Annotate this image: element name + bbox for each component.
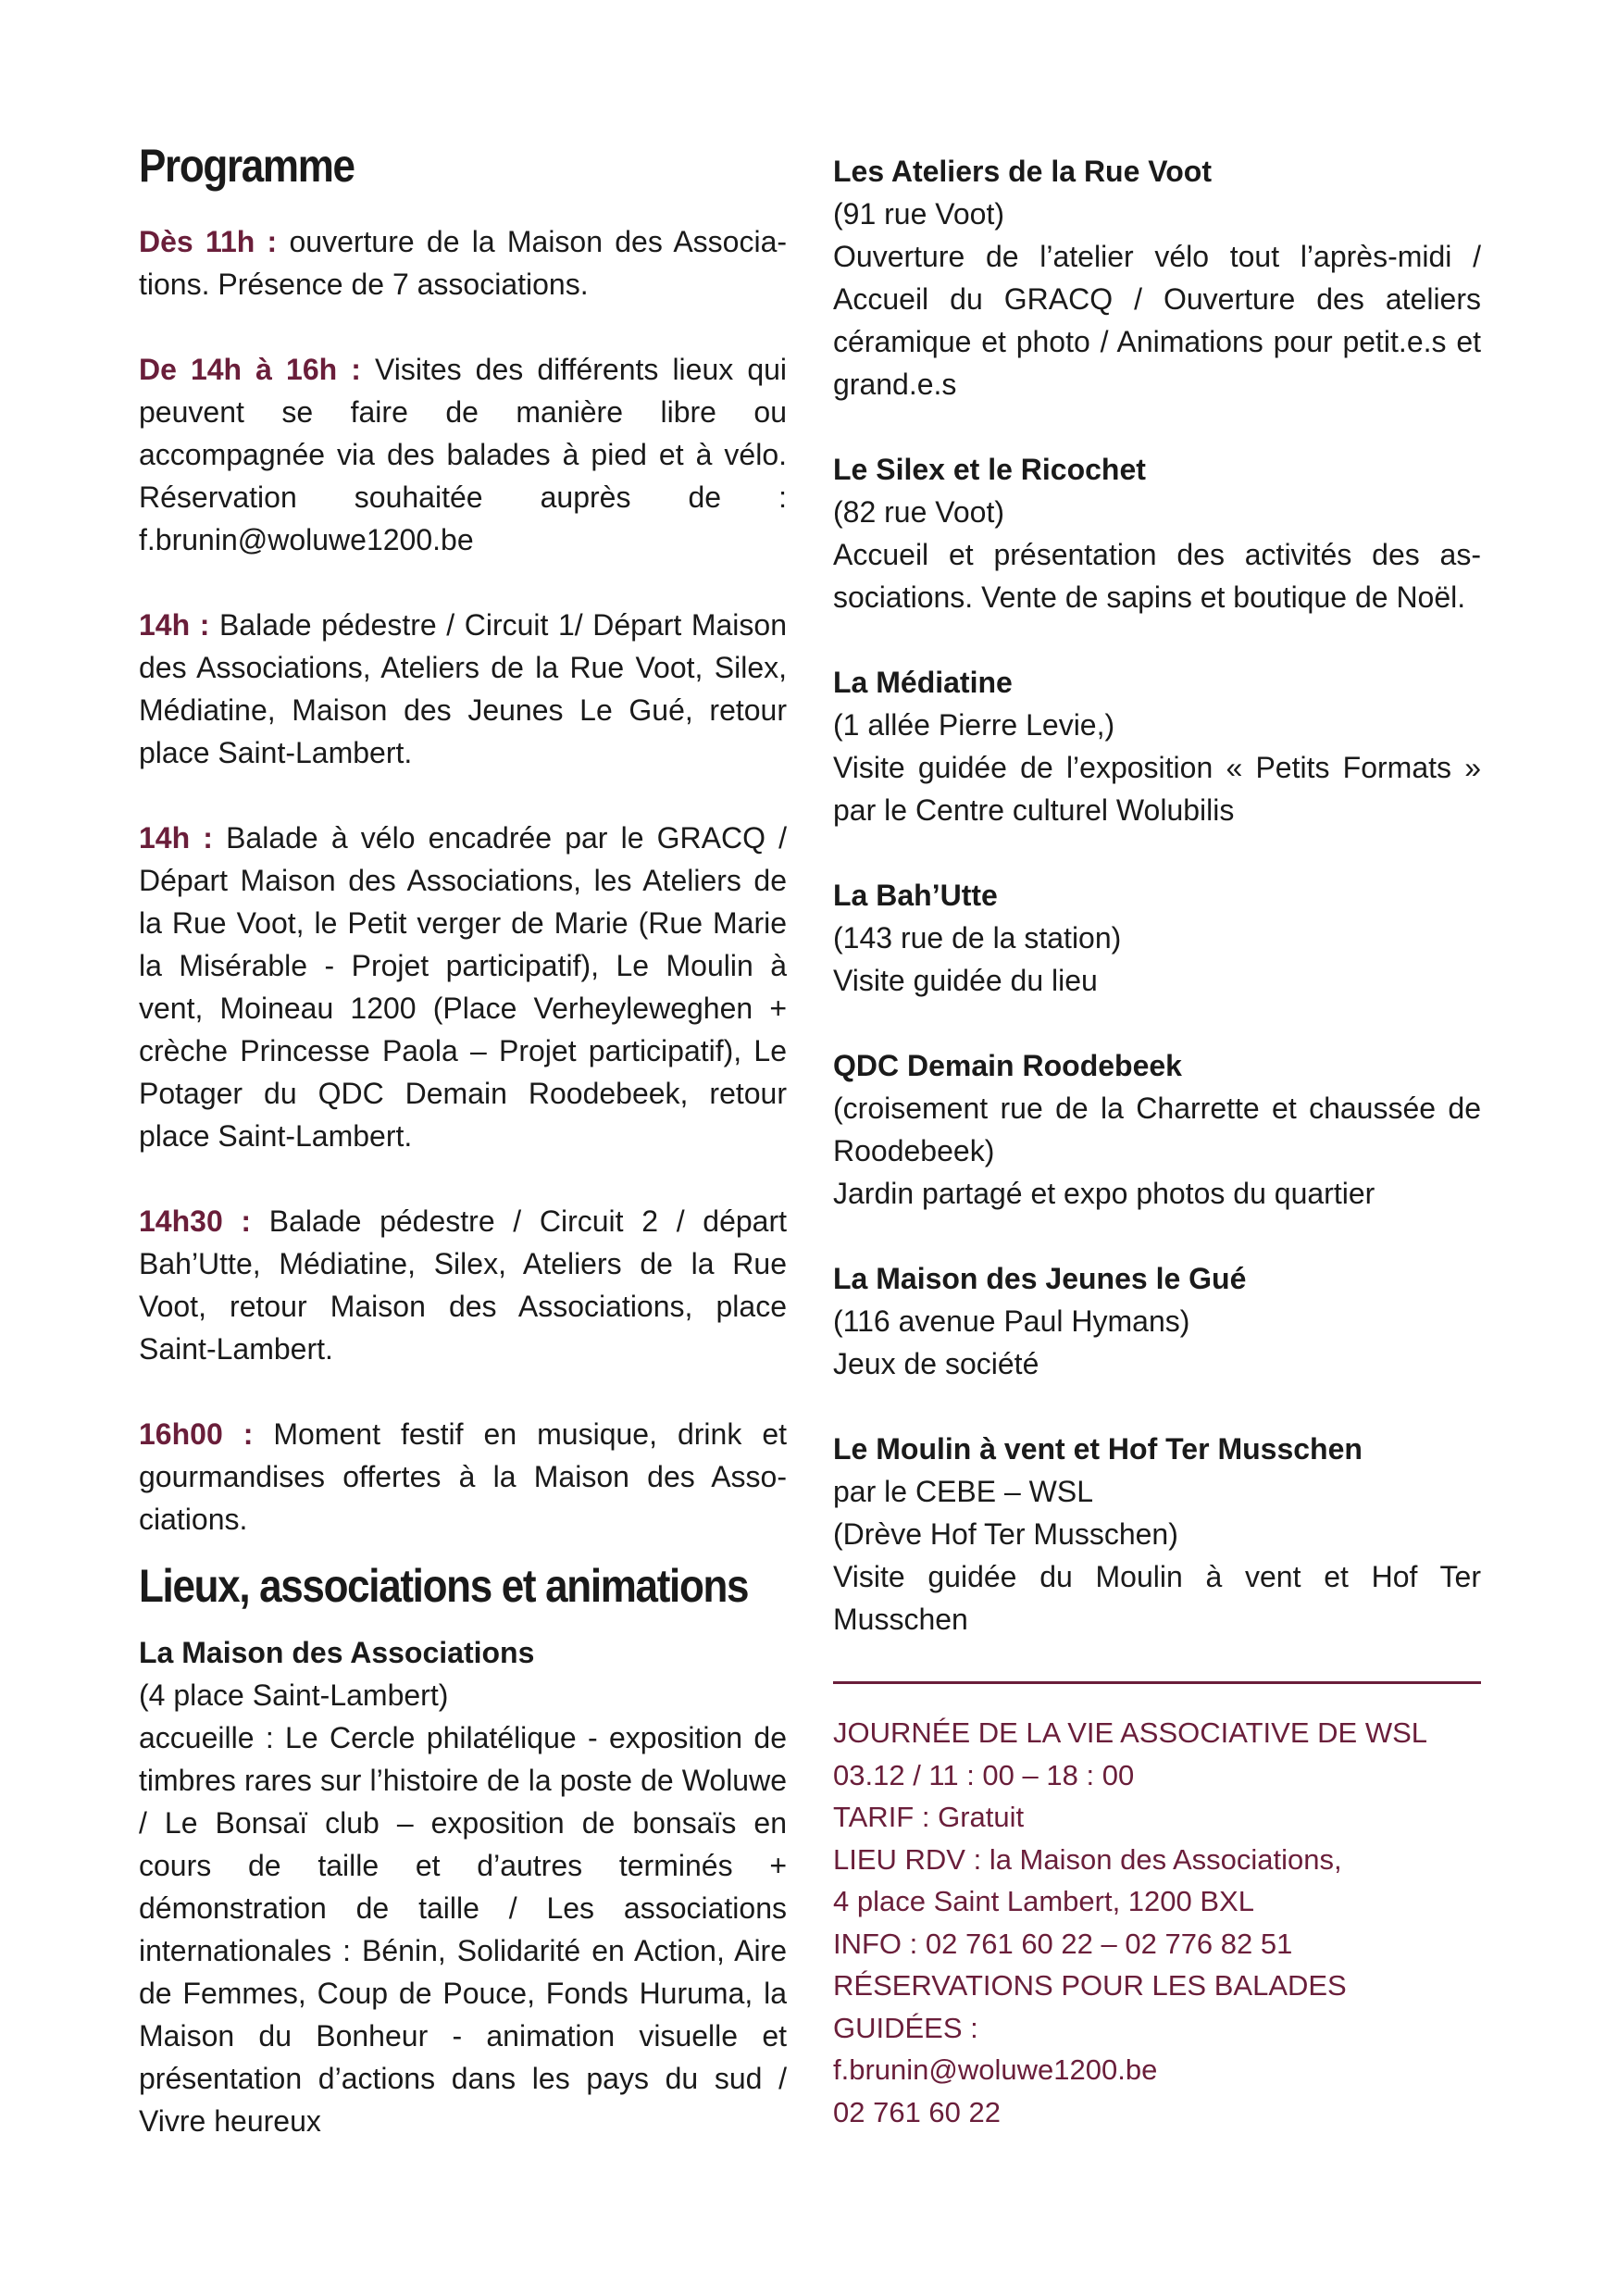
programme-text: Visites des différents lieux qui peuvent se faire de manière libre ou accompagnée via des balades à pied et à vélo. Réservation souhaitée auprès de : f.brunin@woluwe1200.be <box>139 353 788 556</box>
maison-associations-title: La Maison des Associations <box>139 1636 535 1669</box>
venue-title: La Bah’Utte <box>833 879 998 912</box>
venue-description: Jeux de société <box>833 1347 1039 1380</box>
venue-address: (143 rue de la station) <box>833 921 1122 955</box>
event-reservations: RÉSERVATIONS POUR LES BALADES GUIDÉES : <box>833 1969 1347 2044</box>
programme-time: 14h : <box>139 821 213 855</box>
venue-qdc-demain-roodebeek <box>833 1044 1481 1215</box>
venue-description: Accueil et présentation des activités des associations. Vente de sapins et boutique de Noël. <box>833 538 1481 614</box>
right-column <box>833 139 1481 2133</box>
venue-moulin-hof-ter-musschen <box>833 1428 1481 1641</box>
venue-address: (Drève Hof Ter Musschen) <box>833 1517 1178 1551</box>
programme-item <box>139 1413 787 1541</box>
divider <box>833 1681 1481 1684</box>
venue-title: La Maison des Jeunes le Gué <box>833 1262 1247 1295</box>
venue-title: QDC Demain Roodebeek <box>833 1049 1182 1082</box>
programme-time: 16h00 : <box>139 1417 254 1451</box>
event-email: f.brunin@woluwe1200.be <box>833 2053 1158 2086</box>
event-location-address: 4 place Saint Lambert, 1200 BXL <box>833 1885 1254 1917</box>
venue-address: (1 allée Pierre Levie,) <box>833 708 1115 742</box>
programme-time: 14h : <box>139 608 210 642</box>
venue-maison-jeunes-gue <box>833 1257 1481 1385</box>
venue-title: Le Silex et le Ricochet <box>833 453 1146 486</box>
event-tarif: TARIF : Gratuit <box>833 1801 1025 1833</box>
programme-item <box>139 220 787 306</box>
venue-title: Les Ateliers de la Rue Voot <box>833 155 1212 188</box>
left-column <box>139 139 787 2142</box>
programme-time: De 14h à 16h : <box>139 353 361 386</box>
event-location: LIEU RDV : la Maison des Associations, <box>833 1842 1342 1876</box>
venue-address: (91 rue Voot) <box>833 197 1004 231</box>
programme-text: Moment festif en musique, drink et gourmandises offertes à la Maison des Associations. <box>139 1417 788 1536</box>
programme-item <box>139 1200 787 1370</box>
venue-description: Jardin partagé et expo photos du quartier <box>833 1177 1375 1210</box>
programme-text: Balade pédestre / Circuit 1/ Départ Maison des Associations, Ateliers de la Rue Voot, Silex, Médiatine, Maison des Jeunes Le Gué, retour place Saint-Lambert. <box>139 608 788 769</box>
event-datetime: 03.12 / 11 : 00 – 18 : 00 <box>833 1758 1135 1791</box>
programme-text: Balade à vélo encadrée par le GRACQ / Départ Maison des Associations, les Ateliers de la Rue Voot, le Petit verger de Marie (Rue Marie la Misérable - Projet participatif), Le Moulin à vent, Moineau 1200 (Place Verheyleweghen + crèche Princesse Paola – Projet participatif), Le Potager du QDC Demain Roodebeek, retour place Saint-Lambert. <box>139 821 788 1153</box>
venue-mediatine <box>833 661 1481 831</box>
venue-address: (116 avenue Paul Hymans) <box>833 1304 1190 1338</box>
venue-description: Visite guidée de l’exposition « Petits Formats » par le Centre culturel Wolubilis <box>833 751 1481 827</box>
programme-text: Balade pédestre / Circuit 2 / départ Bah’Utte, Médiatine, Silex, Ateliers de la Rue Voot, retour Maison des Associations, place Saint-Lambert. <box>139 1204 788 1366</box>
lieux-heading: Lieux, associations et animations <box>139 1560 749 1612</box>
programme-time: Dès 11h : <box>139 225 278 258</box>
venue-ateliers-rue-voot <box>833 150 1481 406</box>
venue-title: La Médiatine <box>833 666 1013 699</box>
programme-item <box>139 817 787 1157</box>
programme-item <box>139 604 787 774</box>
venue-description: Visite guidée du lieu <box>833 964 1098 997</box>
maison-associations-address: (4 place Saint-Lambert) <box>139 1678 449 1712</box>
venue-title: Le Moulin à vent et Hof Ter Musschen <box>833 1432 1363 1466</box>
venue-silex-ricochet <box>833 448 1481 618</box>
venue-address: (croisement rue de la Charrette et chaussée de Roodebeek) <box>833 1092 1481 1167</box>
maison-associations-description: accueille : Le Cercle philatélique - exposition de timbres rares sur l’histoire de la poste de Woluwe / Le Bonsaï club – exposition de bonsaïs en cours de taille et d’autres terminés + démonstration de taille / Les associations internationales : Bénin, Solidarité en Action, Aire de Femmes, Coup de Pouce, Fonds Huruma, la Maison du Bonheur - animation visuelle et présentation d’actions dans les pays du sud / Vivre heureux <box>139 1721 787 2138</box>
event-phone: INFO : 02 761 60 22 – 02 776 82 51 <box>833 1927 1293 1960</box>
programme-heading: Programme <box>139 140 355 192</box>
event-info-block <box>833 1712 1481 2133</box>
venue-organizer: par le CEBE – WSL <box>833 1475 1093 1508</box>
programme-item <box>139 348 787 561</box>
venue-bahutte <box>833 874 1481 1002</box>
venue-address: (82 rue Voot) <box>833 495 1004 529</box>
programme-time: 14h30 : <box>139 1204 252 1238</box>
event-phone-2: 02 761 60 22 <box>833 2095 1002 2128</box>
venue-description: Visite guidée du Moulin à vent et Hof Ter Musschen <box>833 1560 1481 1636</box>
event-title: JOURNÉE DE LA VIE ASSOCIATIVE DE WSL <box>833 1716 1427 1749</box>
programme-text: ouverture de la Maison des Associations. Présence de 7 associations. <box>139 225 788 301</box>
venue-description: Ouverture de l’atelier vélo tout l’après-midi / Accueil du GRACQ / Ouverture des ateliers céramique et photo / Animations pour petit.e.s et grand.e.s <box>833 240 1481 401</box>
